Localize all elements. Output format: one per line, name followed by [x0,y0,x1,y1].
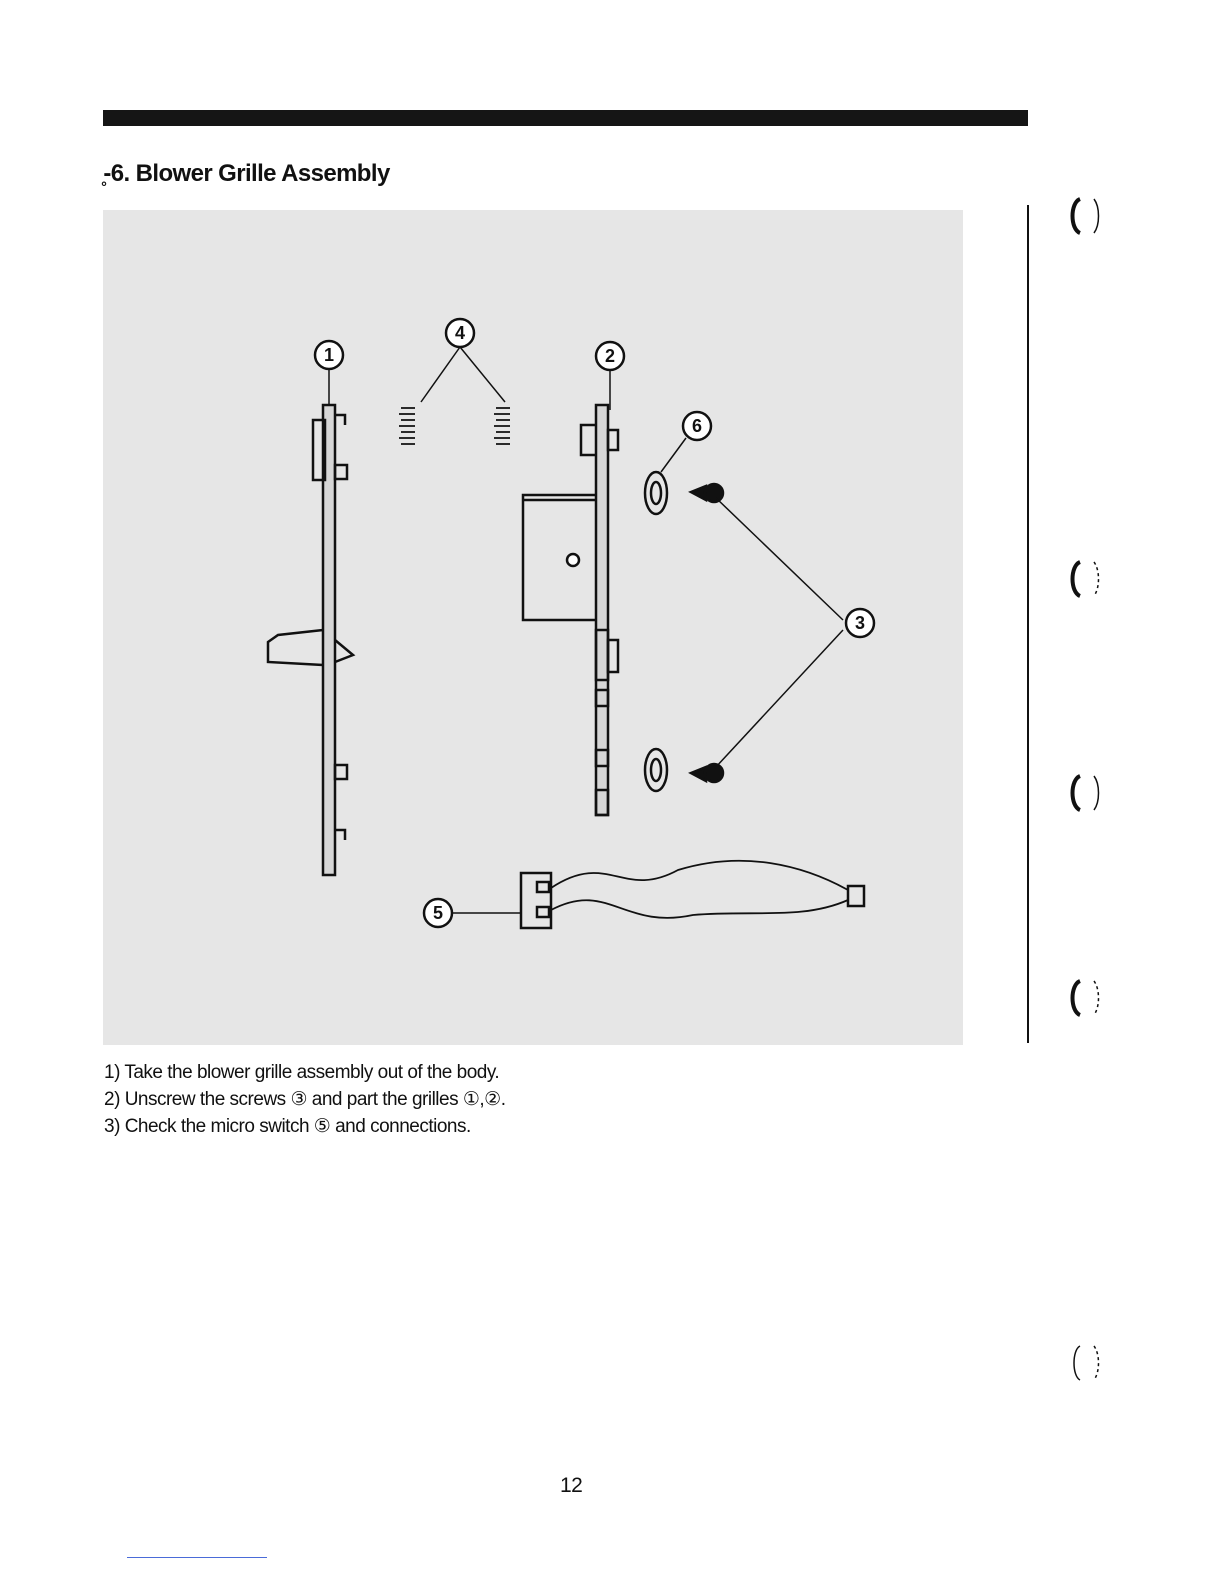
screws-3-part [691,484,723,782]
step-number: 2) [104,1089,120,1110]
springs-4 [399,408,510,444]
exploded-diagram [103,210,963,1045]
binder-hole-mark-5 [1066,1340,1106,1386]
callout-4-label: 4 [454,323,466,343]
callout-2-label: 2 [604,346,616,366]
step-number: 3) [104,1116,120,1137]
footer-rule [127,1557,267,1558]
binder-hole-mark-4 [1066,975,1106,1021]
instruction-item [104,1113,505,1140]
binder-hole-mark-1 [1066,193,1106,239]
callout-1-label: 1 [323,345,335,365]
micro-switch-5-part [521,861,864,928]
instruction-item [104,1086,505,1113]
top-rule [103,110,1028,126]
washer-lower [645,749,667,791]
instruction-list [104,1059,505,1140]
step-text: Take the blower grille assembly out of the body. [124,1062,500,1083]
section-heading: ̥-6. Blower Grille Assembly [104,160,390,187]
page-number: 12 [560,1474,583,1497]
callout-5-label: 5 [432,903,444,923]
callout-6-label: 6 [691,416,703,436]
step-number: 1) [104,1062,120,1083]
grille-2-part [523,405,618,815]
step-text: Check the micro switch ⑤ and connections. [124,1116,471,1137]
binder-hole-mark-2 [1066,556,1106,602]
grille-1-part [268,405,353,875]
instruction-item [104,1059,505,1086]
step-text: Unscrew the screws ③ and part the grilles ①,②. [124,1089,506,1110]
binder-hole-mark-3 [1066,770,1106,816]
callout-3-label: 3 [854,613,866,633]
washer-upper [645,472,667,514]
side-rule [1027,205,1029,1043]
